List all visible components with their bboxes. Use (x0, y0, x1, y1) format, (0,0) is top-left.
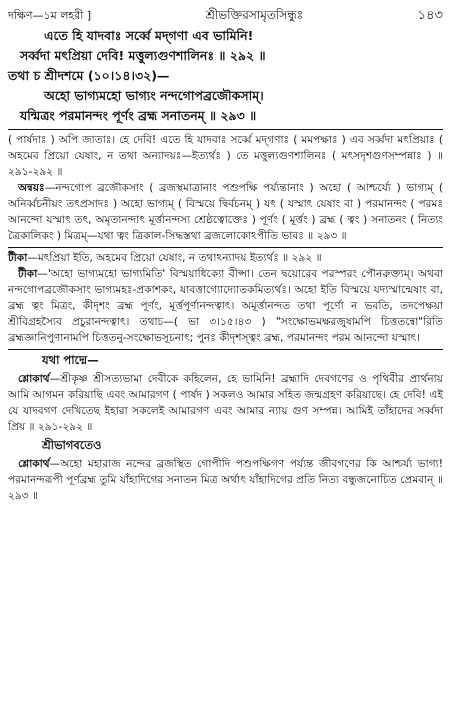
verse-block (8, 26, 443, 126)
header-book-title: শ্রীভক্তিরসামৃতসিন্ধুঃ (205, 8, 304, 22)
anvaya-label: অন্বয়ঃ (18, 182, 45, 194)
sloka-text: —অহো মহারাজ নন্দের ব্রজস্থিত গোপীদি পশুপক্ষিগণ পর্য্যন্ত জীবগণের কি আশ্চর্য্য ভাগ্য! পরমানন্দরূপী পূর্ণব্রহ্ম তুমি যাঁহাদিগের সনাতন মিত্র অর্থাৎ যাঁহাদিগের প্রতি নিত্য বন্ধুজনোচিত প্রেমবান্‌ ॥ ২৯৩ ॥ (8, 458, 443, 502)
section-divider (8, 247, 443, 248)
verse-source-ref: (১০।১৪।৩২)— (87, 68, 170, 83)
tika-text: —মৎপ্রিয়া ইতি, অহমেব প্রিয়ো যেষাং, ন তথাঽন্যাদয় ইত্যর্থঃ ॥ ২৯২ ॥ (27, 252, 322, 264)
section-divider (8, 129, 443, 130)
anvaya-paragraph (8, 180, 443, 244)
sloka-label: শ্লোকার্থ (18, 373, 50, 385)
anvaya-text: —নন্দগোপ ব্রজৌকসাং ( ব্রজস্থমাত্রানাং পশুপক্ষি পর্য্যন্তানাং ) অহো ( আশ্চর্য্যে ) ভাগ্যম্‌ ( অনির্ব্বচনীয়ং তৎপ্রসাদঃ ) অহো ভাগ্যম্‌ ( বিস্ময়ে দ্বির্বচনম্‌ ) যৎ ( যস্মাৎ যেষাং বা ) পরমানন্দং ( পরমঃ আনন্দো যস্মাৎ তৎ, অমৃতানন্দাৎ মূর্ত্তানন্দস্য শ্রেষ্ঠত্বোক্তেঃ ) পূর্ণং ( মূর্ত্তং ) ব্রহ্ম ( ত্বং ) সনাতনং ( নিত্যং ত্রৈকালিকং ) মিত্রম্‌—যথা ত্বং ত্রিকাল-সিদ্ধস্তথা ব্রজলোকোঽপীতি ভাবঃ ॥ ২৯৩ ॥ (8, 182, 443, 242)
section-divider (8, 349, 443, 350)
sloka-paragraph (8, 456, 443, 504)
verse-line: অহো ভাগ্যমহো ভাগ্যং নন্দগোপব্রজৌকসাম্‌। (44, 88, 264, 103)
page-number: ১৪৩ (417, 8, 443, 23)
header-chapter: দক্ষিণ—১ম লহরী ] (8, 9, 92, 22)
tika-label: টীকা (8, 252, 28, 264)
tika-text: —'অহো ভাগ্যমহো ভাগ্যমিতি' বিস্ময়াধিক্যো বীপ্সা। তেন দ্বয়োরেব পরস্পরং পৌনরুক্ত্যম্‌। অথবা নন্দগোপব্রজৌকসাং ভাগ্যমহঃ-প্রকাশকং, যাবত্তাগ্যোদ্যোতকমিত্যর্থঃ। অহো ইতি বিস্ময়ে যদ্যস্মান্মেষাং বা, ব্রহ্ম ত্বং মিত্রং, কীদৃশং ব্রহ্ম পূর্ণং, মূর্ত্তপূর্ণানন্দত্বাৎ। অমূর্ত্তানন্দত তথা পূর্ণো ন ভবতি, তদপেক্ষয়া শ্রীবিগ্রহস্যৈব প্রচুরানন্দত্বাৎ। তথাচ—( ভা ৩।১৫।৪৩ ) "সংক্ষোভমক্ষরজুষামপি চিত্ততন্বো"রিতি ব্রহ্মজ্ঞানিপুণানামপি চিত্ততনু-সংক্ষোভসূচনাৎ; পুনঃ কীদৃশস্ত্বং ব্রহ্ম, পরমানন্দং পরম আনন্দো যস্মাৎ। (8, 268, 443, 344)
anvaya-continuation: ( পার্ষদাঃ ) অপি জাতাঃ। হে দেবি! এতে হি যাদবাঃ সর্ব্বে মদ্‌গণাঃ ( মমপক্ষাঃ ) এব সর্ব্বদা মৎপ্রিয়াঃ ( অহমেব প্রিয়ো যেষাং, ন তথা অন্যাদয়ঃ—ইত্যর্থঃ ) তে মত্তুল্যগুণশালিনঃ ( মৎসদৃশগুণসম্পন্নাঃ ) ॥ ২৯১-২৯২ ॥ (8, 134, 443, 178)
verse-line: সর্ব্বদা মৎপ্রিয়া দেবি! মত্তুল্যগুণশালিনঃ ॥ ২৯২ ॥ (20, 48, 266, 63)
tika-label: টীকা (18, 268, 38, 280)
sloka-text: —শ্রীকৃষ্ণ শ্রীসত্যভামা দেবীকে কহিলেন, হে ভামিনি! ব্রহ্মাদি দেবগণের ও পৃথিবীর প্রার্থনায় আমি আগমন করিয়াছি এবং আমারগণ ( পার্ষদ ) সকলও আমার সহিত জন্মগ্রহণ করিয়াছে। হে দেবি! এই যে যাদবগণ দেখিতেছ ইহারা সকলেই আমারগণ এবং আমার ন্যায় গুণ সম্পন্ন। আমিই তাঁহাদের সর্ব্বদা প্রিয় ॥ ২৯১-২৯২ ॥ (8, 373, 443, 433)
sloka-label: শ্লোকার্থ (18, 458, 50, 470)
page-header (8, 6, 443, 26)
verse-source-line (8, 66, 443, 86)
verse-line: যন্মিত্রং পরমানন্দং পূর্ণং ব্রহ্ম সনাতনম্‌ ॥ ২৯৩ ॥ (20, 108, 257, 123)
section-heading: শ্রীভাগবতেও (42, 438, 102, 452)
sloka-paragraph (8, 371, 443, 435)
tika-paragraph (8, 266, 443, 346)
tika-paragraph (8, 250, 443, 266)
verse-line: এতে হি যাদবাঃ সর্ব্বে মদ্‌গণা এব ভামিনি! (44, 28, 254, 43)
verse-source-label: তথা চ শ্রীদশমে (8, 68, 84, 83)
section-heading: যথা পাদ্মে— (42, 353, 99, 367)
